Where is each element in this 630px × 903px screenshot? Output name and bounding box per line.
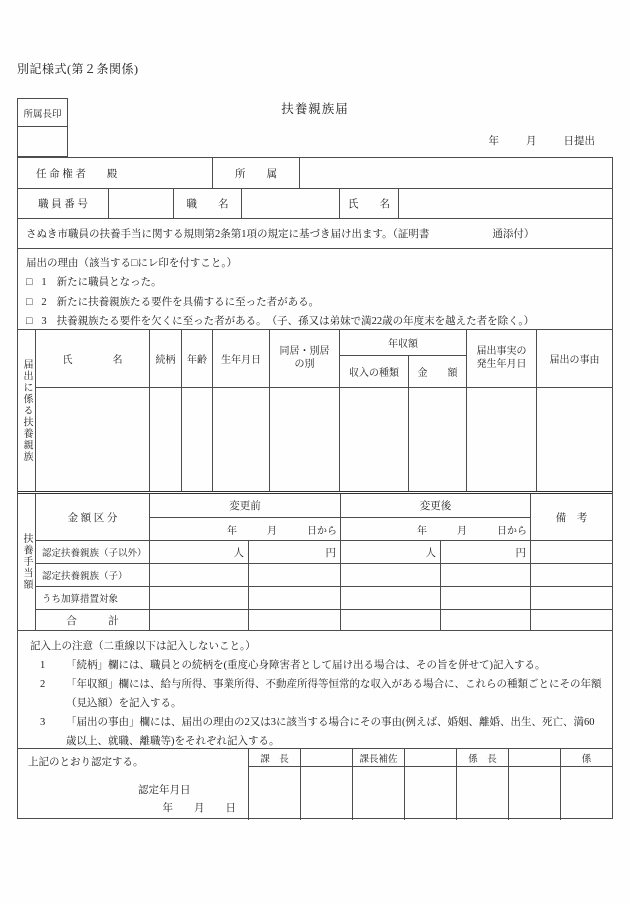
checkbox-reason-2[interactable]: □ (26, 296, 33, 308)
after-non-child-person-field[interactable]: 人 (341, 541, 441, 563)
seal-label: 所属長印 (18, 99, 67, 127)
notes-heading: 記入上の注意（二重線以下は記入しないこと。） (30, 641, 256, 652)
allowance-after-column (341, 494, 531, 630)
before-total-yen-field[interactable] (249, 610, 340, 630)
dependent-living-field[interactable] (270, 388, 340, 491)
stamp-label-section-chief: 課 長 (249, 749, 300, 767)
stamp-column-blank-1 (301, 749, 353, 820)
declaration-text: さぬき市職員の扶養手当に関する規則第2条第1項の規定に基づき届け出ます。（証明書 通添付） (26, 229, 535, 240)
dependent-reason-field[interactable] (537, 388, 612, 491)
stamp-label-blank-3 (509, 749, 560, 767)
reason-2-text: 新たに扶養親族たる要件を具備するに至った者がある。 (56, 296, 320, 308)
before-child-yen-field[interactable] (249, 564, 340, 586)
col-header-living-line1: 同居・別居 (279, 346, 330, 357)
stamp-label-blank-1 (301, 749, 352, 767)
col-header-fact-date-line2: 発生年月日 (476, 358, 527, 370)
allowance-table-main (36, 494, 612, 630)
after-total-person-field[interactable] (341, 610, 441, 630)
page-title: 扶養親族届 (281, 102, 349, 116)
before-addition-yen-field[interactable] (249, 587, 340, 609)
approval-statement: 上記のとおり認定する。 (28, 757, 144, 768)
stamp-area-deputy-chief[interactable] (353, 767, 404, 820)
affiliation-field[interactable] (300, 158, 612, 188)
note-3-text: 「届出の事由」欄には、届出の理由の2又は3に該当する場合にその事由(例えば、婚姻、離婚、出生、死亡、満60歳以上、就職、離職等)をそれぞれ記入する。 (66, 717, 595, 747)
before-addition-cells (150, 587, 340, 610)
row-label-non-child: 認定扶養親族（子以外） (36, 541, 149, 564)
appointer-label: 任 命 権 者 殿 (18, 158, 213, 188)
before-non-child-cells (150, 541, 340, 564)
reason-3-text: 扶養親族たる要件を欠くに至った者がある。 （子、孫又は弟妹で満22歳の年度末を越えた者を除く。） (56, 316, 535, 327)
stamp-area-blank-1[interactable] (301, 767, 352, 820)
employee-no-label: 職 員 番 号 (18, 189, 109, 218)
employee-no-field[interactable] (109, 189, 174, 218)
note-1-number: 1 (40, 660, 46, 671)
dependent-income-amount-field[interactable] (409, 388, 467, 491)
reason-item-2 (26, 293, 612, 313)
submit-date-day-label: 日提出 (563, 136, 595, 147)
allowance-category-column (36, 494, 150, 630)
col-header-living-line2: の別 (294, 358, 315, 370)
note-2-number: 2 (40, 679, 46, 690)
remarks-non-child-field[interactable] (531, 541, 612, 564)
reason-item-1 (26, 273, 612, 293)
certification-date-label: 認定年月日 (138, 785, 191, 796)
col-header-notification-reason: 届出の事由 (549, 355, 600, 366)
dependents-header-row (36, 330, 612, 388)
seal-stamp-area[interactable] (18, 127, 67, 156)
before-total-cells (150, 610, 340, 630)
dependent-name-field[interactable] (36, 388, 150, 491)
stamp-column-subsection-chief (457, 749, 509, 820)
dependents-table (18, 330, 612, 491)
col-header-annual-income: 年収額 (340, 330, 466, 356)
dependent-birthdate-field[interactable] (213, 388, 270, 491)
approval-section (18, 749, 612, 820)
after-non-child-cells (341, 541, 530, 564)
dependent-income-type-field[interactable] (340, 388, 409, 491)
stamp-column-deputy-chief (353, 749, 405, 820)
reason-item-3 (26, 312, 612, 332)
row-label-total: 合 計 (66, 615, 119, 627)
submit-date-line (462, 133, 596, 148)
submit-date-year-label: 年 (488, 136, 499, 147)
remarks-child-field[interactable] (531, 564, 612, 587)
remarks-total-field[interactable] (531, 610, 612, 630)
stamp-column-blank-3 (509, 749, 561, 820)
col-header-age: 年齢 (182, 330, 213, 387)
after-child-cells (341, 564, 530, 587)
remarks-addition-field[interactable] (531, 587, 612, 610)
job-title-field[interactable] (242, 189, 340, 218)
dependent-fact-date-field[interactable] (467, 388, 537, 491)
before-total-person-field[interactable] (150, 610, 249, 630)
allowance-side-label: 扶養手当額 (18, 494, 36, 630)
col-header-after: 変更後 (341, 494, 530, 518)
col-header-birthdate: 生年月日 (213, 330, 270, 387)
approval-left-cell (18, 749, 249, 820)
allowance-table (18, 491, 612, 631)
job-title-label: 職 名 (174, 189, 242, 218)
note-item-3 (28, 713, 604, 751)
col-header-fact-date-line1: 届出事実の (476, 346, 527, 357)
stamp-area-blank-2[interactable] (405, 767, 456, 820)
dependent-age-field[interactable] (182, 388, 213, 491)
after-total-cells (341, 610, 530, 630)
note-1-text: 「続柄」欄には、職員との続柄を(重度心身障害者として届け出る場合は、その旨を併せて)記入する。 (66, 660, 546, 671)
name-label: 氏 名 (340, 189, 399, 218)
col-header-category: 金 額 区 分 (36, 494, 149, 541)
note-item-1 (28, 656, 604, 675)
note-2-text: 「年収額」欄には、給与所得、事業所得、不動産所得等恒常的な収入がある場合に、これらの種類ごとにその年額（見込額）を記入する。 (66, 679, 602, 709)
checkbox-reason-1[interactable]: □ (26, 277, 33, 288)
notes-section (18, 631, 612, 749)
reason-1-number: 1 (41, 277, 47, 288)
after-child-yen-field[interactable] (441, 564, 530, 586)
stamp-label-deputy-chief: 課長補佐 (353, 749, 404, 767)
dependents-side-label: 届出に係る扶養親族 (18, 330, 36, 491)
after-addition-cells (341, 587, 530, 610)
col-header-relationship: 続柄 (150, 330, 182, 387)
submit-date-month-label: 月 (526, 136, 537, 147)
stamp-area-blank-3[interactable] (509, 767, 560, 820)
dependents-entry-row (36, 388, 612, 491)
income-subheaders (340, 356, 466, 387)
after-total-yen-field[interactable] (441, 610, 530, 630)
allowance-before-column (150, 494, 341, 630)
affiliation-label: 所 属 (213, 158, 300, 188)
row-label-addition: うち加算措置対象 (36, 587, 149, 610)
main-form (17, 157, 613, 819)
stamp-label-blank-2 (405, 749, 456, 767)
stamp-column-staff (561, 749, 612, 820)
before-child-person-field[interactable] (150, 564, 249, 586)
stamp-area-section-chief[interactable] (249, 767, 300, 820)
reasons-heading: 届出の理由（該当する□にレ印を付すこと。） (26, 258, 238, 269)
name-field[interactable] (399, 189, 612, 218)
row-reasons (18, 249, 612, 330)
stamp-area-subsection-chief[interactable] (457, 767, 508, 820)
col-header-fact-date (467, 330, 537, 387)
row-appointer (18, 158, 612, 189)
row-declaration (18, 219, 612, 249)
after-non-child-yen-field[interactable]: 円 (515, 547, 526, 559)
before-date-from: 年 月 日から (150, 518, 340, 541)
after-addition-yen-field[interactable] (441, 587, 530, 609)
col-header-income-type: 収入の種類 (340, 356, 409, 387)
col-header-name: 氏 名 (36, 330, 150, 387)
before-non-child-yen-field[interactable]: 円 (325, 547, 336, 559)
reason-2-number: 2 (41, 296, 47, 308)
stamp-area-staff[interactable] (561, 767, 612, 820)
note-item-2 (28, 675, 604, 713)
certification-date-field[interactable]: 年 月 日 (162, 803, 236, 814)
note-3-number: 3 (40, 717, 46, 728)
reason-1-text: 新たに職員となった。 (56, 277, 162, 288)
col-header-income-amount: 金 額 (417, 368, 458, 379)
form-code: 別記様式(第２条関係) (17, 62, 139, 76)
checkbox-reason-3[interactable]: □ (26, 316, 33, 327)
before-child-cells (150, 564, 340, 587)
dependent-relationship-field[interactable] (150, 388, 182, 491)
row-label-child: 認定扶養親族（子） (36, 564, 149, 587)
col-header-income-group (340, 330, 467, 387)
reason-3-number: 3 (41, 316, 47, 327)
stamp-column-blank-2 (405, 749, 457, 820)
row-employee (18, 189, 612, 219)
dependents-table-main (36, 330, 612, 491)
after-date-from: 年 月 日から (341, 518, 530, 541)
col-header-remarks: 備 考 (531, 494, 612, 541)
allowance-remarks-column (531, 494, 612, 630)
before-non-child-person-field[interactable]: 人 (150, 541, 249, 563)
after-addition-person-field[interactable] (341, 587, 441, 609)
after-child-person-field[interactable] (341, 564, 441, 586)
stamp-label-staff: 係 (561, 749, 612, 767)
before-addition-person-field[interactable] (150, 587, 249, 609)
col-header-before: 変更前 (150, 494, 340, 518)
col-header-living (270, 330, 340, 387)
stamp-label-subsection-chief: 係 長 (457, 749, 508, 767)
stamp-column-section-chief (249, 749, 301, 820)
